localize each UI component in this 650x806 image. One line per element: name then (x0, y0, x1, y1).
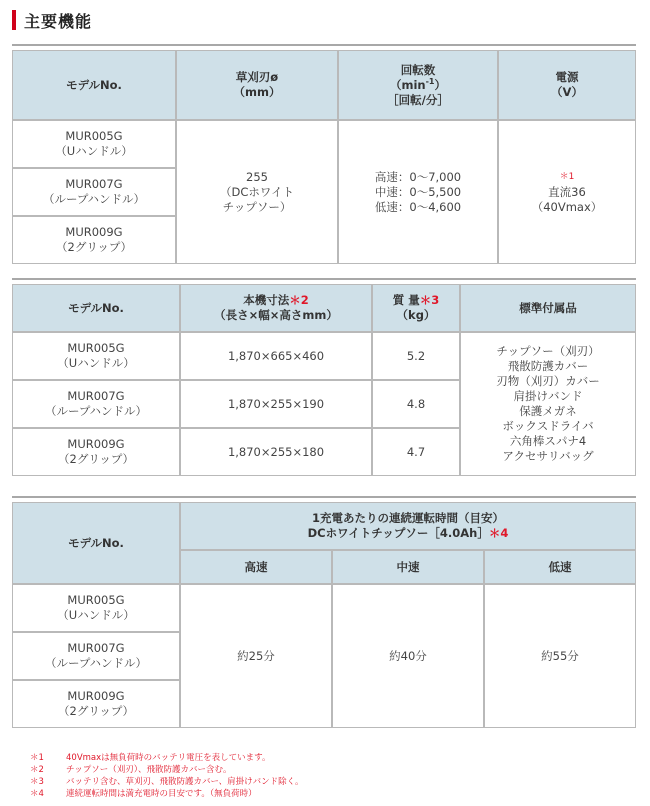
power-cell: ＊1 直流36 （40Vmax） (498, 120, 636, 264)
time-low-cell: 約55分 (484, 584, 636, 728)
header-model: モデルNo. (12, 284, 180, 332)
header-speed-low: 低速 (484, 550, 636, 584)
footnote: ＊2 チップソー（刈刃）、飛散防護カバー含む。 (30, 765, 232, 775)
mass-cell: 4.8 (372, 380, 460, 428)
dimensions-cell: 1,870×665×460 (180, 332, 372, 380)
time-mid-cell: 約40分 (332, 584, 484, 728)
header-dimensions: 本機寸法＊2 （長さ×幅×高さmm） (180, 284, 372, 332)
header-mass: 質 量＊3 （kg） (372, 284, 460, 332)
model-cell: MUR009G （2グリップ） (12, 216, 176, 264)
rpm-cell: 高速：0～7,000 中速：0～5,500 低速：0～4,600 (338, 120, 498, 264)
dimensions-cell: 1,870×255×190 (180, 380, 372, 428)
spec-table-1 (12, 44, 636, 264)
model-cell: MUR009G （2グリップ） (12, 680, 180, 728)
header-speed-mid: 中速 (332, 550, 484, 584)
model-cell: MUR007G （ループハンドル） (12, 632, 180, 680)
header-power: 電源 （V） (498, 50, 636, 120)
header-blade: 草刈刃ø （mm） (176, 50, 338, 120)
spec-table-3 (12, 496, 636, 728)
time-high-cell: 約25分 (180, 584, 332, 728)
model-cell: MUR007G （ループハンドル） (12, 168, 176, 216)
footnote: ＊1 40Vmaxは無負荷時のバッテリ電圧を表しています。 (30, 753, 271, 763)
section-title (12, 10, 92, 30)
model-cell: MUR005G （Uハンドル） (12, 332, 180, 380)
model-cell: MUR009G （2グリップ） (12, 428, 180, 476)
footnote: ＊4 連続運転時間は満充電時の目安です。（無負荷時） (30, 789, 257, 799)
model-cell: MUR005G （Uハンドル） (12, 584, 180, 632)
header-accessories: 標準付属品 (460, 284, 636, 332)
accessories-cell: チップソー（刈刃） 飛散防護カバー 刃物（刈刃）カバー 肩掛けバンド 保護メガネ ボックスドライバ 六角棒スパナ4 アクセサリバッグ (460, 332, 636, 476)
mass-cell: 4.7 (372, 428, 460, 476)
model-cell: MUR007G （ループハンドル） (12, 380, 180, 428)
page-title: 主要機能 (24, 11, 93, 31)
spec-table-2 (12, 278, 636, 476)
header-speed-high: 高速 (180, 550, 332, 584)
header-model: モデルNo. (12, 50, 176, 120)
title-accent-bar (12, 10, 16, 30)
dimensions-cell: 1,870×255×180 (180, 428, 372, 476)
footnotes (30, 752, 304, 800)
header-model: モデルNo. (12, 502, 180, 584)
model-cell: MUR005G （Uハンドル） (12, 120, 176, 168)
footnote: ＊3 バッテリ含む、草刈刃、飛散防護カバー、肩掛けバンド除く。 (30, 777, 304, 787)
header-run-time: 1充電あたりの連続運転時間（目安） DCホワイトチップソー［4.0Ah］＊4 (180, 502, 636, 550)
header-rpm: 回転数 $(\min^{-1})$ ［回転/分］ (338, 50, 498, 120)
mass-cell: 5.2 (372, 332, 460, 380)
blade-cell: 255 （DCホワイト チップソー） (176, 120, 338, 264)
